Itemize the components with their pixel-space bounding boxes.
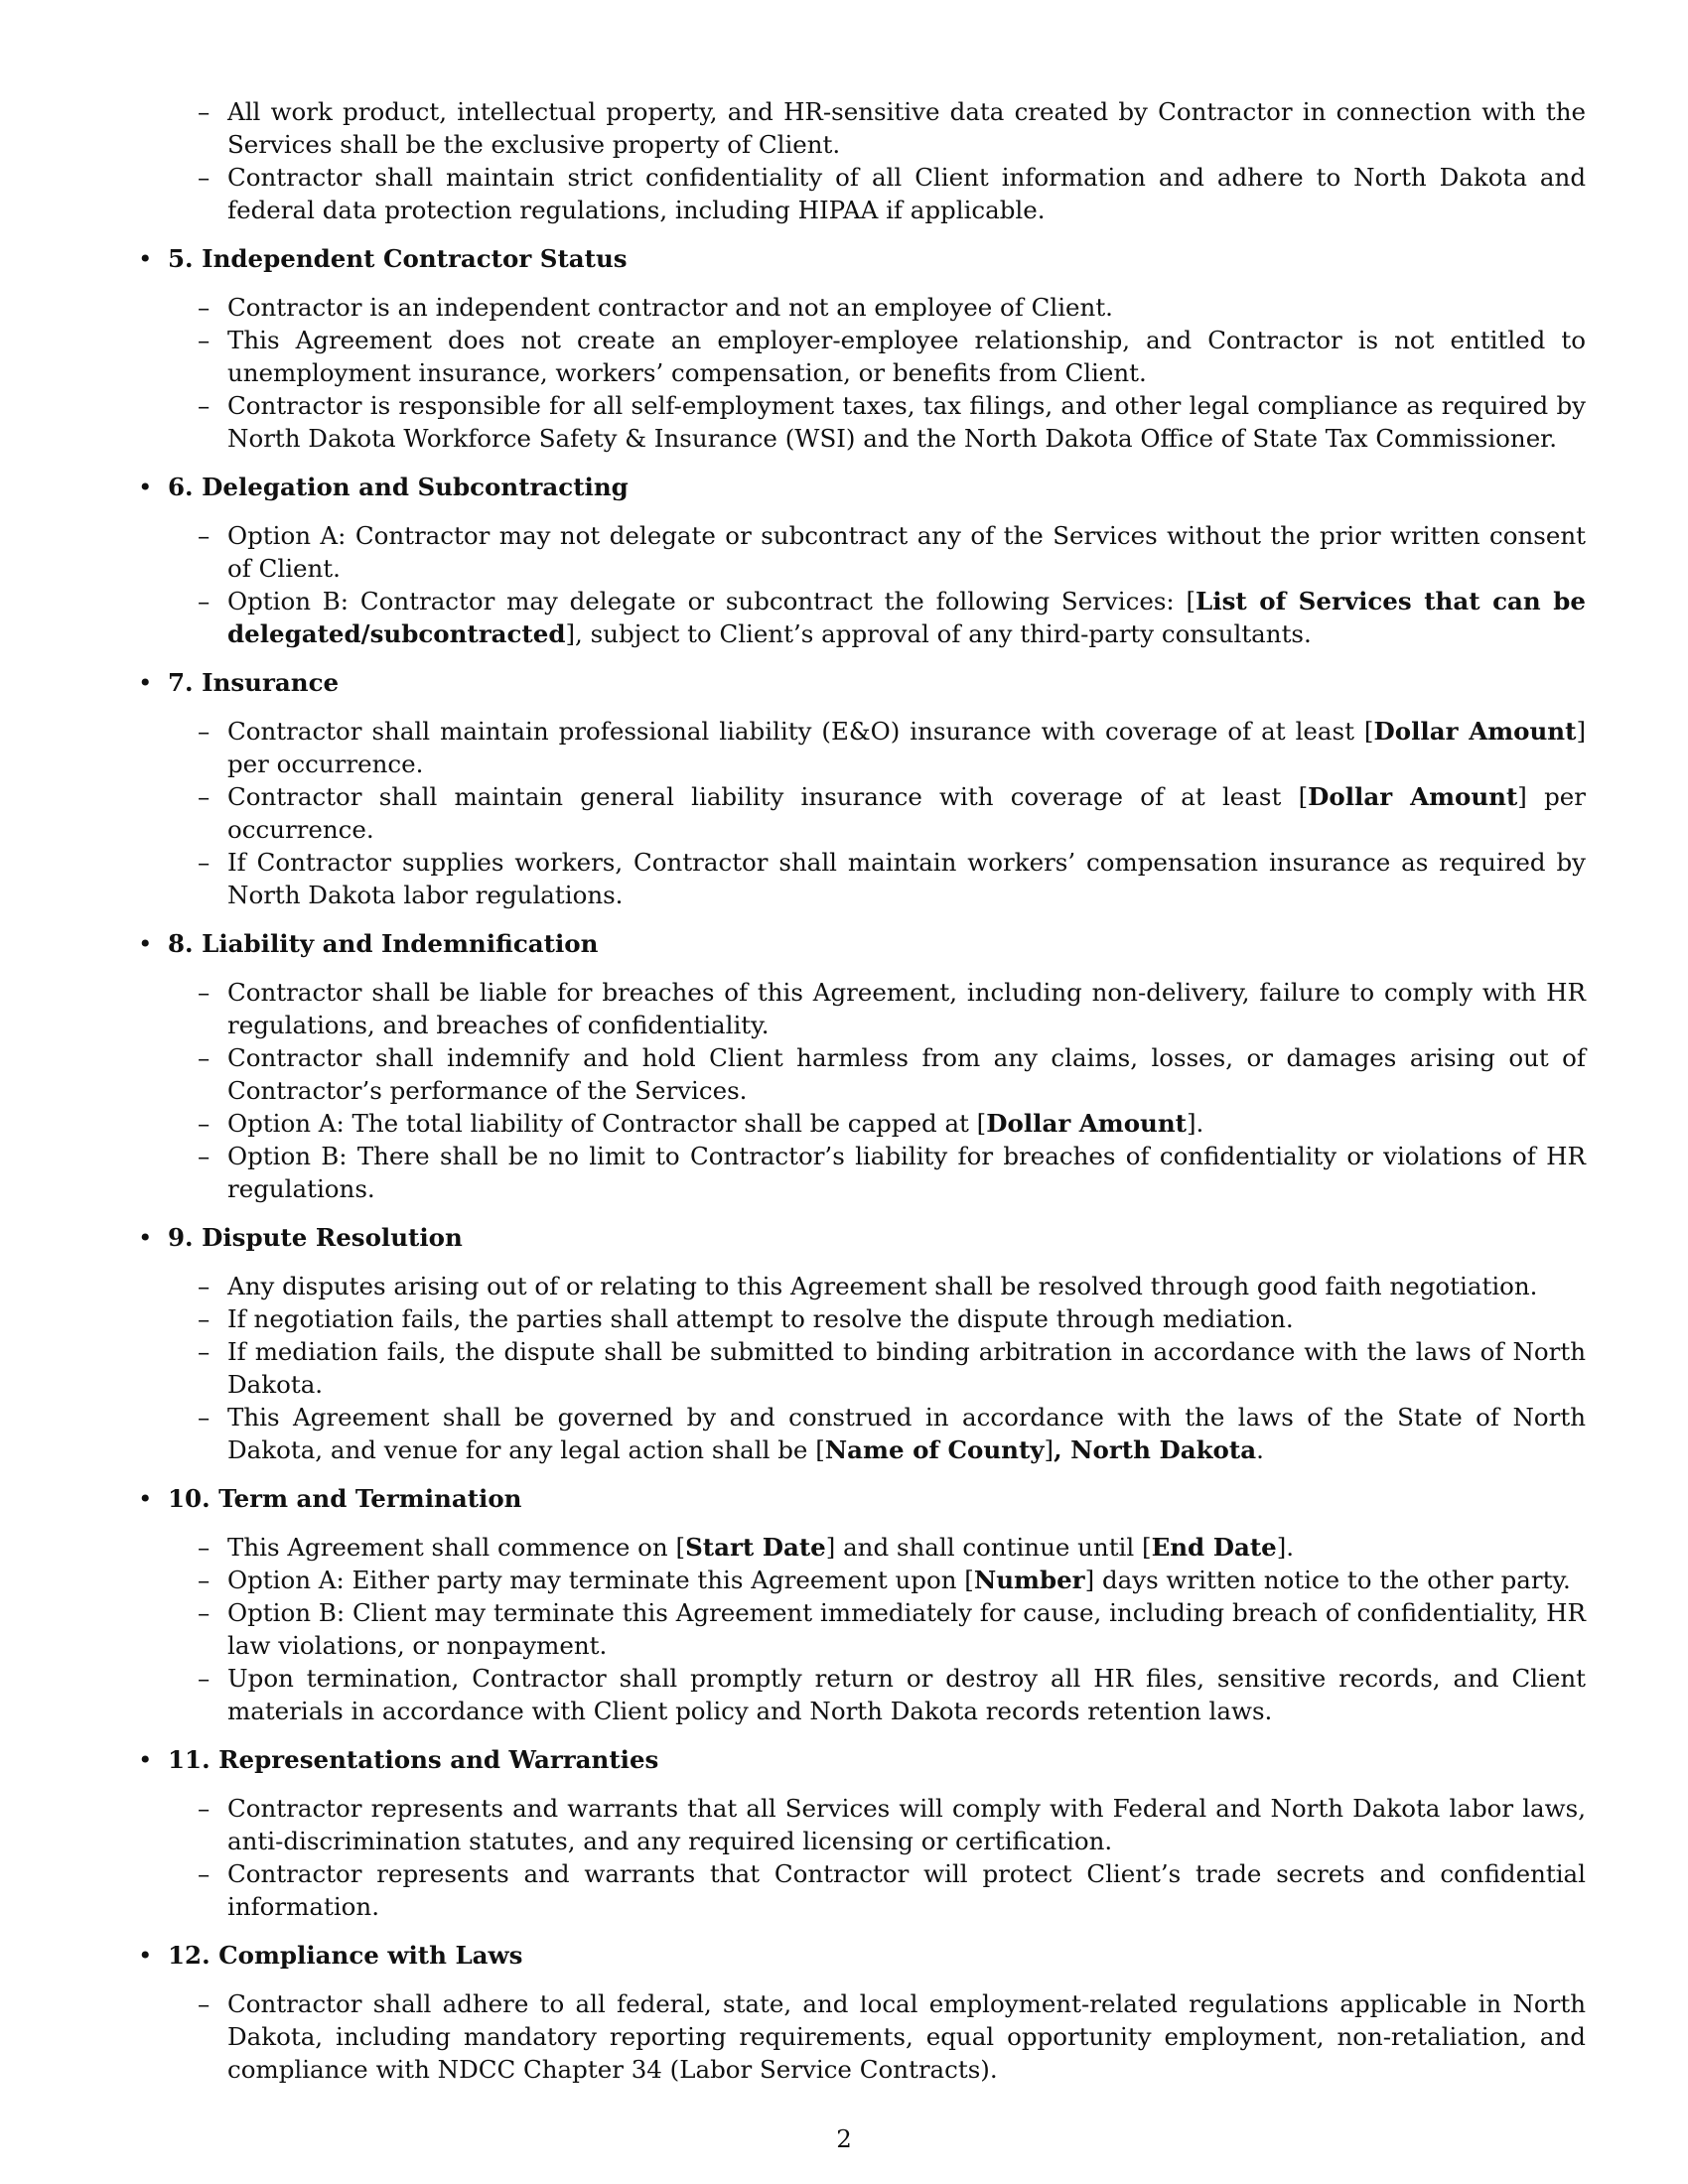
dash-marker: –: [198, 587, 211, 615]
leading-item-list: [134, 95, 1586, 226]
section-heading: [134, 1482, 1586, 1515]
section-item-list: [134, 976, 1586, 1205]
list-item-text: This Agreement shall commence on [Start Date] and shall continue until [End Date].: [227, 1533, 1295, 1562]
dash-marker: –: [198, 1859, 211, 1888]
list-item: [198, 1140, 1586, 1205]
section-title: 5. Independent Contractor Status: [168, 244, 628, 273]
list-item: [198, 519, 1586, 585]
dash-marker: –: [198, 1533, 211, 1562]
section-heading: [134, 1743, 1586, 1776]
section-title: 6. Delegation and Subcontracting: [168, 473, 629, 501]
dash-marker: –: [198, 848, 211, 877]
section-item-list: [134, 1270, 1586, 1466]
dash-marker: –: [198, 326, 211, 354]
dash-marker: –: [198, 1403, 211, 1432]
list-item-text: This Agreement does not create an employer-employee relationship, and Contractor is not entitled to unemployment insurance, workers’ compensation, or benefits from Client.: [227, 326, 1586, 387]
list-item: [198, 1107, 1586, 1140]
section: [134, 927, 1586, 1205]
bullet-marker: •: [138, 1223, 153, 1252]
dash-marker: –: [198, 1664, 211, 1693]
section-title: 8. Liability and Indemnification: [168, 929, 599, 958]
list-item-text: Option A: Contractor may not delegate or subcontract any of the Services without the prior written consent of Client.: [227, 521, 1586, 583]
list-item-text: Option B: Contractor may delegate or subcontract the following Services: [List of Services that can be delegated/subcontracted], subject to Client’s approval of any third-party consultants.: [227, 587, 1586, 648]
section: [134, 666, 1586, 911]
list-item: [198, 1531, 1586, 1564]
list-item: [198, 1857, 1586, 1923]
list-item: [198, 324, 1586, 389]
section-list: [134, 242, 1586, 2086]
list-item-text: Option B: There shall be no limit to Contractor’s liability for breaches of confidentiality or violations of HR regulations.: [227, 1142, 1586, 1203]
list-item-text: Option A: The total liability of Contractor shall be capped at [Dollar Amount].: [227, 1109, 1204, 1138]
bullet-marker: •: [138, 668, 153, 697]
list-item-text: Any disputes arising out of or relating to this Agreement shall be resolved through good faith negotiation.: [227, 1272, 1538, 1300]
section: [134, 471, 1586, 650]
page-number: 2: [836, 2124, 852, 2153]
section-item-list: [134, 1987, 1586, 2086]
section-item-list: [134, 291, 1586, 455]
dash-marker: –: [198, 1337, 211, 1366]
section-title: 7. Insurance: [168, 668, 340, 697]
list-item: [198, 846, 1586, 911]
list-item: [198, 1987, 1586, 2086]
list-item-text: If Contractor supplies workers, Contractor shall maintain workers’ compensation insurance as required by North Dakota labor regulations.: [227, 848, 1586, 909]
section-heading: [134, 927, 1586, 960]
list-item-text: Contractor shall maintain professional liability (E&O) insurance with coverage of at least [Dollar Amount] per occurrence.: [227, 717, 1586, 778]
dash-marker: –: [198, 978, 211, 1007]
section-title: 11. Representations and Warranties: [168, 1745, 659, 1774]
bullet-marker: •: [138, 1484, 153, 1513]
list-item-text: Contractor is responsible for all self-employment taxes, tax filings, and other legal compliance as required by North Dakota Workforce Safety & Insurance (WSI) and the North Dakota Office of State Tax Commissioner.: [227, 391, 1586, 453]
list-item: [198, 1401, 1586, 1466]
list-item: [198, 715, 1586, 780]
section-item-list: [134, 715, 1586, 911]
bullet-marker: •: [138, 1745, 153, 1774]
section-heading: [134, 471, 1586, 503]
list-item: [198, 1792, 1586, 1857]
section-item-list: [134, 519, 1586, 650]
list-item: [198, 1335, 1586, 1401]
dash-marker: –: [198, 97, 211, 126]
dash-marker: –: [198, 1989, 211, 2018]
list-item-text: If negotiation fails, the parties shall attempt to resolve the dispute through mediation.: [227, 1304, 1294, 1333]
section: [134, 1743, 1586, 1923]
list-item: [198, 389, 1586, 455]
list-item: [198, 1302, 1586, 1335]
list-item: [198, 1270, 1586, 1302]
list-item: [198, 161, 1586, 226]
list-item-text: Option A: Either party may terminate this Agreement upon [Number] days written notice to the other party.: [227, 1566, 1571, 1594]
list-item-text: If mediation fails, the dispute shall be submitted to binding arbitration in accordance with the laws of North Dakota.: [227, 1337, 1586, 1399]
dash-marker: –: [198, 1109, 211, 1138]
list-item: [198, 1564, 1586, 1596]
dash-marker: –: [198, 391, 211, 420]
section-heading: [134, 1221, 1586, 1254]
dash-marker: –: [198, 1304, 211, 1333]
document-body: [134, 95, 1586, 2102]
list-item: [198, 780, 1586, 846]
bullet-marker: •: [138, 473, 153, 501]
dash-marker: –: [198, 293, 211, 322]
section-heading: [134, 1939, 1586, 1972]
section-heading: [134, 666, 1586, 699]
dash-marker: –: [198, 163, 211, 192]
list-item-text: Contractor shall maintain strict confidentiality of all Client information and adhere to North Dakota and federal data protection regulations, including HIPAA if applicable.: [227, 163, 1586, 224]
list-item: [198, 585, 1586, 650]
list-item: [198, 1596, 1586, 1662]
section-item-list: [134, 1792, 1586, 1923]
list-item: [198, 95, 1586, 161]
section: [134, 1482, 1586, 1727]
dash-marker: –: [198, 521, 211, 550]
section: [134, 1939, 1586, 2086]
list-item-text: Option B: Client may terminate this Agreement immediately for cause, including breach of confidentiality, HR law violations, or nonpayment.: [227, 1598, 1586, 1660]
dash-marker: –: [198, 1794, 211, 1823]
dash-marker: –: [198, 717, 211, 746]
dash-marker: –: [198, 782, 211, 811]
list-item-text: Contractor shall adhere to all federal, state, and local employment-related regulations applicable in North Dakota, including mandatory reporting requirements, equal opportunity employment, non-retaliation, and compliance with NDCC Chapter 34 (Labor Service Contracts).: [227, 1989, 1586, 2084]
list-item: [198, 291, 1586, 324]
list-item: [198, 1662, 1586, 1727]
dash-marker: –: [198, 1043, 211, 1072]
section-title: 9. Dispute Resolution: [168, 1223, 463, 1252]
bullet-marker: •: [138, 244, 153, 273]
dash-marker: –: [198, 1566, 211, 1594]
section: [134, 1221, 1586, 1466]
list-item: [198, 976, 1586, 1041]
bullet-marker: •: [138, 1941, 153, 1970]
list-item-text: All work product, intellectual property, and HR-sensitive data created by Contractor in connection with the Services shall be the exclusive property of Client.: [227, 97, 1586, 159]
list-item-text: Contractor represents and warrants that Contractor will protect Client’s trade secrets and confidential information.: [227, 1859, 1586, 1921]
list-item: [198, 1041, 1586, 1107]
bullet-marker: •: [138, 929, 153, 958]
list-item-text: Contractor represents and warrants that all Services will comply with Federal and North Dakota labor laws, anti-discrimination statutes, and any required licensing or certification.: [227, 1794, 1586, 1855]
section: [134, 242, 1586, 455]
list-item-text: This Agreement shall be governed by and construed in accordance with the laws of the State of North Dakota, and venue for any legal action shall be [Name of County], North Dakota.: [227, 1403, 1586, 1464]
list-item-text: Contractor shall indemnify and hold Client harmless from any claims, losses, or damages arising out of Contractor’s performance of the Services.: [227, 1043, 1586, 1105]
section-title: 10. Term and Termination: [168, 1484, 522, 1513]
list-item-text: Upon termination, Contractor shall promptly return or destroy all HR files, sensitive records, and Client materials in accordance with Client policy and North Dakota records retention laws.: [227, 1664, 1586, 1725]
section-item-list: [134, 1531, 1586, 1727]
section-heading: [134, 242, 1586, 275]
list-item-text: Contractor shall maintain general liability insurance with coverage of at least [Dollar Amount] per occurrence.: [227, 782, 1586, 844]
dash-marker: –: [198, 1142, 211, 1170]
dash-marker: –: [198, 1272, 211, 1300]
dash-marker: –: [198, 1598, 211, 1627]
list-item-text: Contractor shall be liable for breaches of this Agreement, including non-delivery, failure to comply with HR regulations, and breaches of confidentiality.: [227, 978, 1586, 1039]
list-item-text: Contractor is an independent contractor and not an employee of Client.: [227, 293, 1113, 322]
section-title: 12. Compliance with Laws: [168, 1941, 523, 1970]
